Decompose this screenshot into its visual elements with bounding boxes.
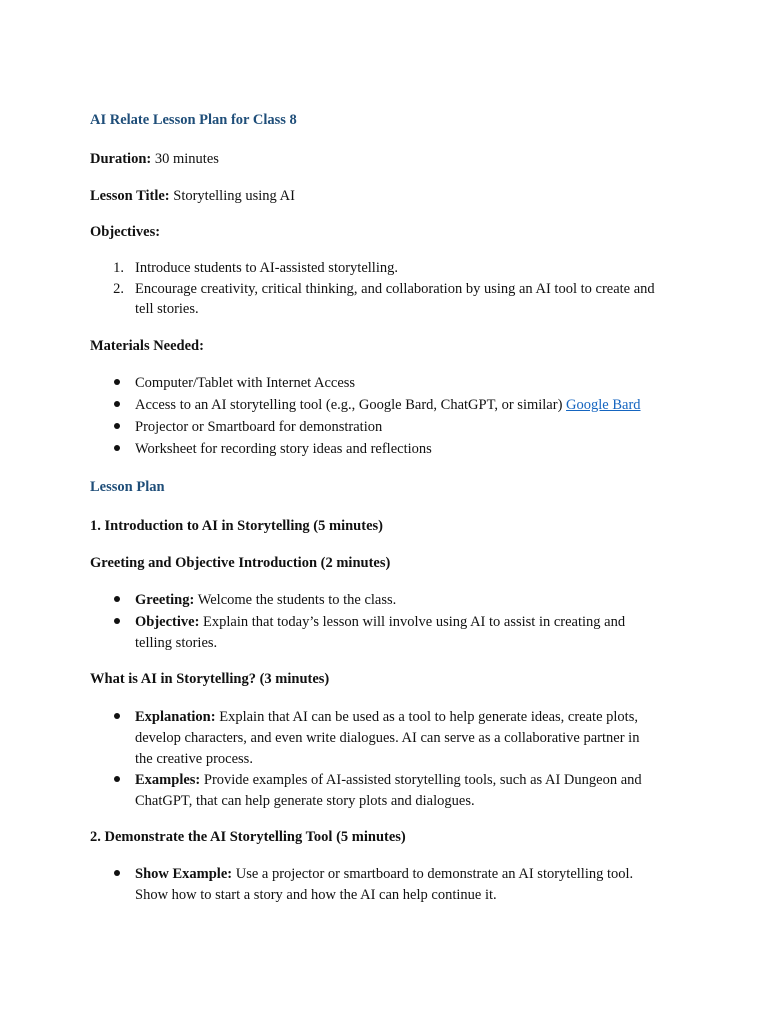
what-is-item-text: Provide examples of AI-assisted storytelling tools, such as AI Dungeon and xyxy=(203,772,642,788)
section1-heading: 1. Introduction to AI in Storytelling (5 minutes) xyxy=(90,518,383,534)
greeting-item-label: Objective: xyxy=(135,614,200,630)
bullet-icon xyxy=(114,395,122,403)
lesson-plan-heading: Lesson Plan xyxy=(90,479,165,495)
materials-item: Computer/Tablet with Internet Access xyxy=(135,375,356,391)
greeting-item-text: Explain that today’s lesson will involve using AI to assist in creating and xyxy=(203,614,626,630)
objective-number: 2. xyxy=(113,281,124,297)
greeting-heading: Greeting and Objective Introduction (2 minutes) xyxy=(90,555,391,571)
bullet-icon xyxy=(114,590,122,598)
objective-item-continued: tell stories. xyxy=(135,301,199,317)
materials-item: Projector or Smartboard for demonstration xyxy=(135,419,383,435)
greeting-item-label: Greeting: xyxy=(135,592,195,608)
duration-label: Duration: xyxy=(90,151,152,167)
materials-item-text: Access to an AI storytelling tool (e.g., Google Bard, ChatGPT, or similar) xyxy=(135,397,563,413)
greeting-item-text: Welcome the students to the class. xyxy=(197,592,397,608)
what-is-item-continued: ChatGPT, that can help generate story plots and dialogues. xyxy=(135,793,475,809)
what-is-item xyxy=(135,770,642,790)
duration-line xyxy=(90,149,219,169)
bullet-icon xyxy=(114,417,122,425)
lesson-title-value: Storytelling using AI xyxy=(173,188,295,204)
materials-item xyxy=(135,395,641,415)
section2-item-continued: Show how to start a story and how the AI can help continue it. xyxy=(135,887,497,903)
what-is-item-label: Explanation: xyxy=(135,709,216,725)
greeting-item xyxy=(135,590,396,610)
greeting-item-continued: telling stories. xyxy=(135,635,218,651)
greeting-item xyxy=(135,612,625,632)
bullet-icon xyxy=(114,707,122,715)
objectives-heading: Objectives: xyxy=(90,224,161,240)
objective-item: Encourage creativity, critical thinking, and collaboration by using an AI tool to create and xyxy=(135,281,655,297)
section2-heading: 2. Demonstrate the AI Storytelling Tool (5 minutes) xyxy=(90,829,406,845)
bullet-icon xyxy=(114,864,122,872)
what-is-item-text: Explain that AI can be used as a tool to help generate ideas, create plots, xyxy=(219,709,638,725)
materials-heading: Materials Needed: xyxy=(90,338,204,354)
section2-item-label: Show Example: xyxy=(135,866,233,882)
section2-item-text: Use a projector or smartboard to demonstrate an AI storytelling tool. xyxy=(235,866,634,882)
what-is-item-continued: the creative process. xyxy=(135,751,253,767)
bullet-icon xyxy=(114,770,122,778)
bullet-icon xyxy=(114,439,122,447)
what-is-item-label: Examples: xyxy=(135,772,201,788)
objective-number: 1. xyxy=(113,260,124,276)
materials-item: Worksheet for recording story ideas and reflections xyxy=(135,441,432,457)
document-title: AI Relate Lesson Plan for Class 8 xyxy=(90,112,297,128)
lesson-title-label: Lesson Title: xyxy=(90,188,170,204)
lesson-title-line xyxy=(90,186,295,206)
google-bard-link[interactable]: Google Bard xyxy=(566,397,641,413)
section2-item xyxy=(135,864,633,884)
bullet-icon xyxy=(114,612,122,620)
what-is-ai-heading: What is AI in Storytelling? (3 minutes) xyxy=(90,671,330,687)
what-is-item-continued: develop characters, and even write dialogues. AI can serve as a collaborative partner in xyxy=(135,730,640,746)
duration-value: 30 minutes xyxy=(154,151,219,167)
objective-item: Introduce students to AI-assisted storytelling. xyxy=(135,260,398,276)
bullet-icon xyxy=(114,373,122,381)
what-is-item xyxy=(135,707,638,727)
